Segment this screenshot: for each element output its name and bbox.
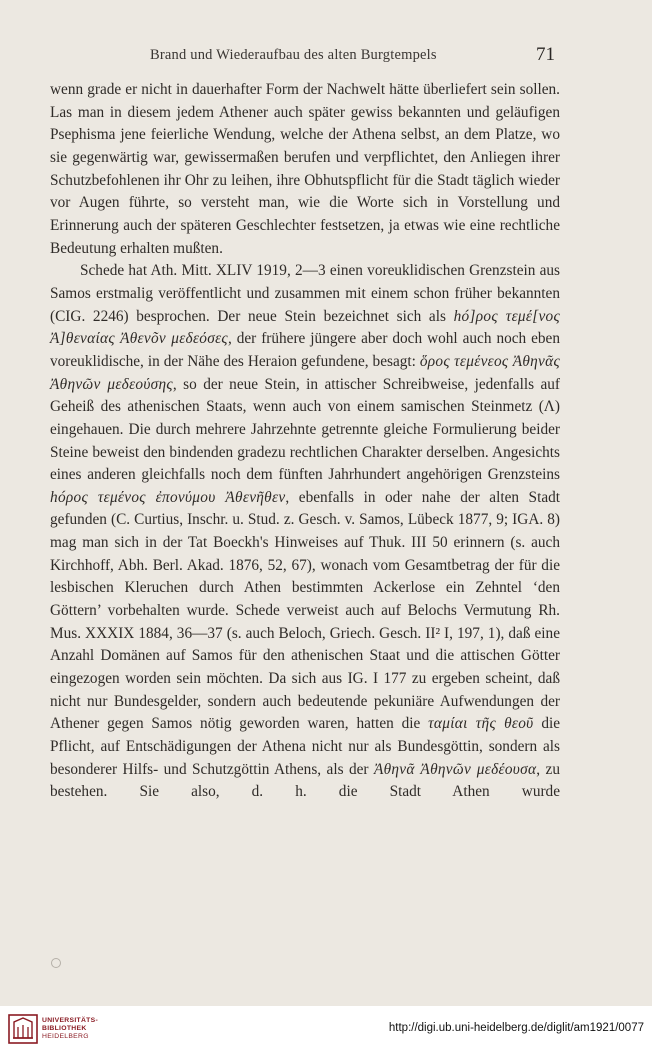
page-stain-mark xyxy=(51,958,61,968)
text-run: Schede hat Ath. Mitt. XLIV 1919, 2—3 einen voreuklidischen Grenzstein aus Samos erstmalig veröffentlicht und zusammen mit einem schon früher bekannten (CIG. 2246) besprochen. Der neue Stein bezeichnet sich als xyxy=(50,262,560,325)
greek-quotation: ὅρος τεμένεος Ἀθηνᾶς Ἀθηνῶν μεδεούσης xyxy=(50,352,560,393)
running-title: Brand und Wiederaufbau des alten Burgtempels xyxy=(150,47,437,63)
library-name-line-3: HEIDELBERG xyxy=(42,1033,89,1040)
body-text xyxy=(50,79,560,804)
text-run: , zu bestehen. Sie also, d. h. die Stadt Athen wurde xyxy=(50,760,560,801)
library-name xyxy=(42,1017,98,1041)
paragraph-1 xyxy=(50,79,560,260)
text-run: , ebenfalls in oder nahe der alten Stadt gefunden (C. Curtius, Inschr. u. Stud. z. Gesch. v. Samos, Lübeck 1877, 9; IGA. 8) mag man sich in der Tat Boeckh's Hinweises auf Thuk. III 50 erinnern (s. auch Kirchhoff, Abh. Berl. Akad. 1876, 52, 67), wonach vom Gesamtbetrag der für die lesbischen Kleruchen durch Athen bestimmten Ackerlose ein Zehntel ‘den Göttern’ vorbehalten wurde. Schede verweist auch auf Belochs Vermutung Rh. Mus. XXXIX 1884, 36—37 (s. auch Beloch, Griech. Gesch. II² I, 197, 1), daß eine Anzahl Domänen auf Samos für den athenischen Staat und die attischen Götter eingezogen worden sein möchten. Da sich aus IG. I 177 zu ergeben scheint, daß nicht nur Bundesgelder, sondern auch bedeutende pekuniäre Aufwendungen der Athener gegen Samos nötig geworden waren, hatten die xyxy=(50,488,561,733)
greek-quotation: hó]ρος τεμέ[νος Ἀ]θεναίας Ἀθενõν μεδεόσες xyxy=(50,307,560,348)
digitization-footer xyxy=(0,1006,652,1052)
page-number: 71 xyxy=(536,44,555,65)
library-name-line-1: UNIVERSITÄTS- xyxy=(42,1017,99,1024)
text-run: , der frühere jüngere aber doch wohl auch noch eben voreuklidische, in der Nähe des Heraion gefundene, besagt: xyxy=(50,330,560,370)
university-library-logo-icon xyxy=(8,1014,38,1044)
text-run: wenn grade er nicht in dauerhafter Form der Nachwelt hätte überliefert sein sollen. Las man in diesem jedem Athener auch später gewiss bekannten und geläufigen Psephisma jene feierliche Wendung, welche der Athena selbst, an dem Platze, wo sie gegenwärtig war, gewissermaßen berufen und verpflichtet, den Anliegen ihrer Schutzbefohlenen ihr Ohr zu leihen, ihre Obhutspflicht für die Stadt täglich wieder vor Augen führte, so versteht man, wie die Worte sich in Vorstellung und Erinnerung auch der späteren Geschlechter festsetzen, ja etwas wie eine rechtliche Bedeutung erhalten mußten. xyxy=(50,81,560,257)
greek-quotation: hóρος τεμένος ἐπονύμου Ἀθενῆθεν xyxy=(50,488,286,506)
running-head xyxy=(0,44,652,68)
paragraph-2 xyxy=(50,260,560,804)
greek-quotation: Ἀθηνᾶ Ἀθηνῶν μεδέουσα xyxy=(373,760,537,778)
library-name-line-2: BIBLIOTHEK xyxy=(42,1025,87,1032)
text-run: die Pflicht, auf Entschädigungen der Athena nicht nur als Bundesgöttin, sondern als besonderer Hilfs- und Schutzgöttin Athens, als der xyxy=(50,715,561,778)
text-run: , so der neue Stein, in attischer Schreibweise, jedenfalls auf Geheiß des athenischen Staats, wenn auch von einem samischen Steinmetz (Λ) eingehauen. Die durch mehrere Jahrzehnte getrennte gleiche Formulierung beider Steine beweist den bindenden gradezu rechtlichen Charakter derselben. Angesichts eines anderen gleichfalls noch dem fünften Jahrhundert angehörigen Grenzsteins xyxy=(50,375,560,484)
greek-quotation: ταμίαι τῆς θεοῦ xyxy=(428,715,534,733)
source-url-link[interactable]: http://digi.ub.uni-heidelberg.de/diglit/am1921/0077 xyxy=(388,1022,644,1034)
